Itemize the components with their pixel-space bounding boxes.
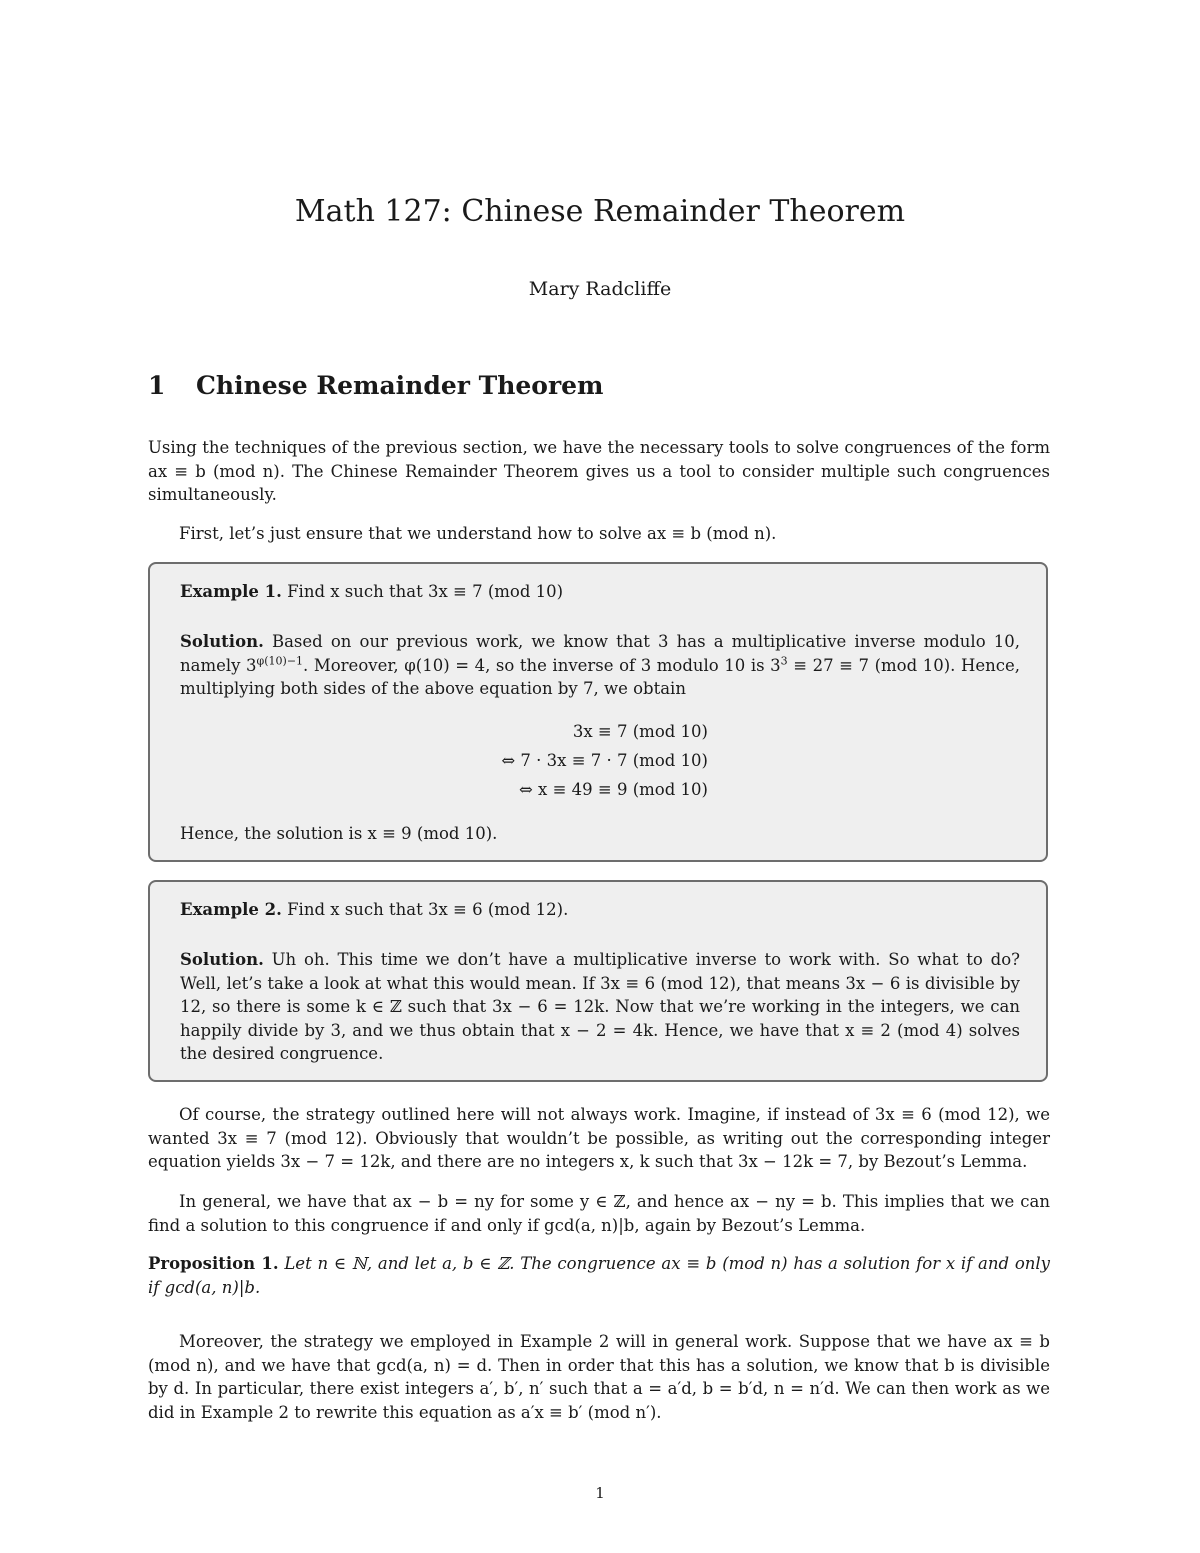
page-number: 1 bbox=[595, 1484, 605, 1502]
example-2-solution: Solution. Uh oh. This time we don’t have a multiplicative inverse to work with. So what to do? Well, let’s take a look at what this would mean. If 3x ≡ 6 (mod 12), that means 3x − 6 is divisible by 12, so there is some k ∈ ℤ such that 3x − 6 = 12k. Now that we’re working in the integers, we can happily divide by 3, and we thus obtain that x − 2 = 4k. Hence, we have that x ≡ 2 (mod 4) solves the desired congruence. bbox=[180, 950, 1020, 1063]
proposition-label: Proposition 1. bbox=[148, 1254, 279, 1273]
example-2-box bbox=[148, 880, 1048, 1082]
example-1-conclusion: Hence, the solution is x ≡ 9 (mod 10). bbox=[180, 824, 498, 843]
author-name: Mary Radcliffe bbox=[528, 278, 672, 300]
paragraph-general: In general, we have that ax − b = ny for some y ∈ ℤ, and hence ax − ny = b. This implies that we can find a solution to this congruence if and only if gcd(a, n)|b, again by Bezout’s Lemma. bbox=[148, 1192, 1050, 1235]
example-1-statement: Example 1. Find x such that 3x ≡ 7 (mod 10) bbox=[180, 582, 564, 601]
section-heading bbox=[148, 368, 604, 404]
solution-label: Solution. bbox=[180, 632, 264, 651]
example-1-label: Example 1. bbox=[180, 582, 282, 601]
paragraph-closing: Moreover, the strategy we employed in Example 2 will in general work. Suppose that we have ax ≡ b (mod n), and we have that gcd(a, n) = d. Then in order that this has a solution, we know that b is divisible by d. In particular, there exist integers a′, b′, n′ such that a = a′d, b = b′d, n = n′d. We can then work as we did in Example 2 to rewrite this equation as a′x ≡ b′ (mod n′). bbox=[148, 1332, 1050, 1422]
example-1-box bbox=[148, 562, 1048, 862]
equation-line-1: 3x ≡ 7 (mod 10) bbox=[572, 722, 708, 741]
example-2-statement: Example 2. Find x such that 3x ≡ 6 (mod 12). bbox=[180, 900, 569, 919]
equation-line-2: ⇔ 7 · 3x ≡ 7 · 7 (mod 10) bbox=[501, 751, 708, 770]
example-1-solution: Solution. Based on our previous work, we know that 3 has a multiplicative inverse modulo 10, namely $3^{\varphi(10)-1}$. Moreover, φ(10) = 4, so the inverse of 3 modulo 10 is $3^3 \equiv 27 \equiv 7$ (mod 10). Hence, multiplying both sides of the above equation by 7, we obtain bbox=[180, 632, 1021, 698]
intro-paragraph-2: First, let’s just ensure that we understand how to solve ax ≡ b (mod n). bbox=[179, 524, 777, 543]
equation-line-3: ⇔ x ≡ 49 ≡ 9 (mod 10) bbox=[518, 780, 708, 799]
document-title: Math 127: Chinese Remainder Theorem bbox=[294, 194, 906, 229]
solution-label: Solution. bbox=[180, 950, 264, 969]
proposition-1: Proposition 1. Let n ∈ ℕ, and let a, b ∈ ℤ. The congruence ax ≡ b (mod n) has a solution for x if and only if gcd(a, n)|b. bbox=[148, 1254, 1050, 1297]
example-2-label: Example 2. bbox=[180, 900, 282, 919]
paragraph-strategy: Of course, the strategy outlined here will not always work. Imagine, if instead of 3x ≡ 6 (mod 12), we wanted 3x ≡ 7 (mod 12). Obviously that wouldn’t be possible, as writing out the corresponding integer equation yields 3x − 7 = 12k, and there are no integers x, k such that 3x − 12k = 7, by Bezout’s Lemma. bbox=[148, 1105, 1050, 1171]
section-title: Chinese Remainder Theorem bbox=[196, 371, 604, 400]
intro-paragraph: Using the techniques of the previous section, we have the necessary tools to solve congruences of the form ax ≡ b (mod n). The Chinese Remainder Theorem gives us a tool to consider multiple such congruences simultaneously. bbox=[148, 438, 1050, 504]
section-number: 1 bbox=[148, 371, 166, 400]
